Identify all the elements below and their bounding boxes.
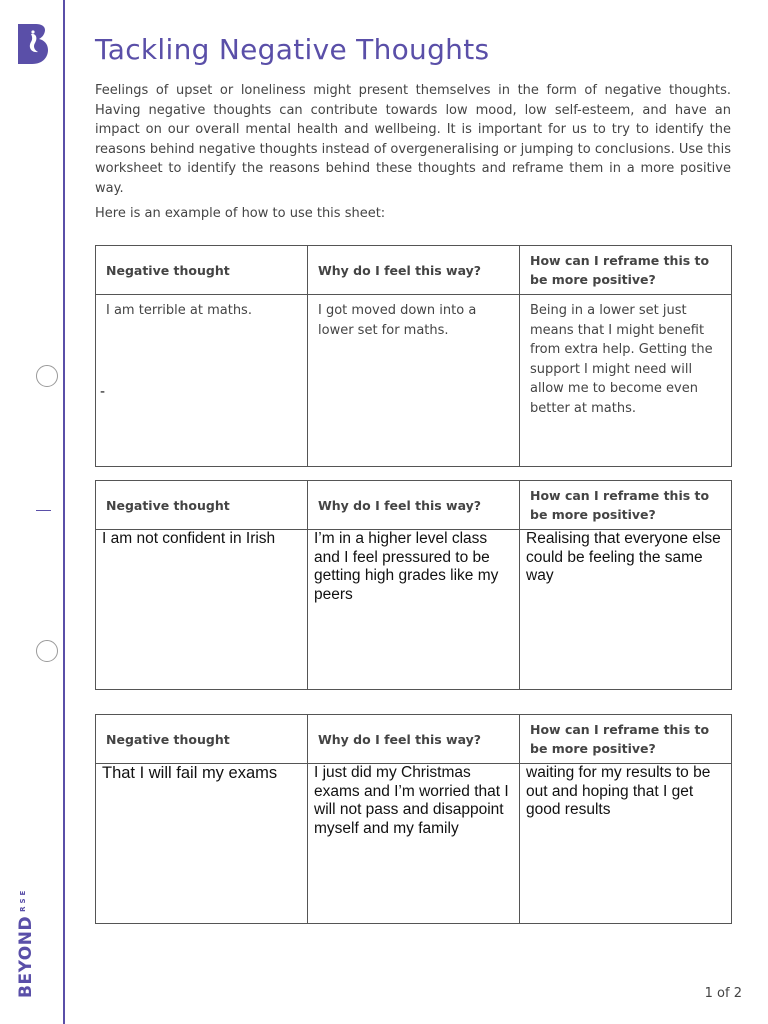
punch-hole-top [36,365,58,387]
cell-negative-thought[interactable]: I am terrible at maths. [96,295,308,467]
header-reframe: How can I reframe this to be more positive? [520,481,732,530]
cell-reframe[interactable]: Being in a lower set just means that I might benefit from extra help. Getting the support I might need will allow me to become even better at maths. [520,295,732,467]
header-reframe: How can I reframe this to be more positive? [520,246,732,295]
stray-mark: - [100,384,106,400]
intro-paragraph: Feelings of upset or loneliness might present themselves in the form of negative thoughts. Having negative thoughts can contribute towards low mood, low self-esteem, and have an impact on our overall mental health and wellbeing. It is important for us to try to identify the reasons behind negative thoughts instead of overgeneralising or jumping to conclusions. Use this worksheet to identify the reasons behind these thoughts and reframe them in a more positive way. [95,83,731,196]
cell-reframe[interactable]: waiting for my results to be out and hoping that I get good results [520,764,732,924]
header-why: Why do I feel this way? [308,481,520,530]
example-label: Here is an example of how to use this sheet: [95,206,386,221]
fold-mark [36,510,51,511]
header-reframe: How can I reframe this to be more positive? [520,715,732,764]
cell-why[interactable]: I’m in a higher level class and I feel pressured to be getting high grades like my peers [308,530,520,690]
example-table [95,245,732,467]
header-negative-thought: Negative thought [96,715,308,764]
margin-line [63,0,65,1024]
worksheet-table-2 [95,714,732,924]
worksheet-table-1 [95,480,732,690]
page-number: 1 of 2 [704,986,742,1001]
page-title: Tackling Negative Thoughts [95,33,490,66]
cell-why[interactable]: I got moved down into a lower set for maths. [308,295,520,467]
cell-reframe[interactable]: Realising that everyone else could be feeling the same way [520,530,732,690]
cell-negative-thought[interactable]: I am not confident in Irish [96,530,308,690]
header-why: Why do I feel this way? [308,246,520,295]
header-negative-thought: Negative thought [96,246,308,295]
cell-negative-thought[interactable]: That I will fail my exams [96,764,308,924]
brand-name: BEYOND [16,915,36,998]
header-negative-thought: Negative thought [96,481,308,530]
brand-suffix: RSE [19,887,27,912]
beyond-logo-icon [14,22,50,66]
header-why: Why do I feel this way? [308,715,520,764]
brand-wordmark [16,888,36,998]
cell-why[interactable]: I just did my Christmas exams and I’m worried that I will not pass and disappoint myself and my family [308,764,520,924]
punch-hole-bottom [36,640,58,662]
